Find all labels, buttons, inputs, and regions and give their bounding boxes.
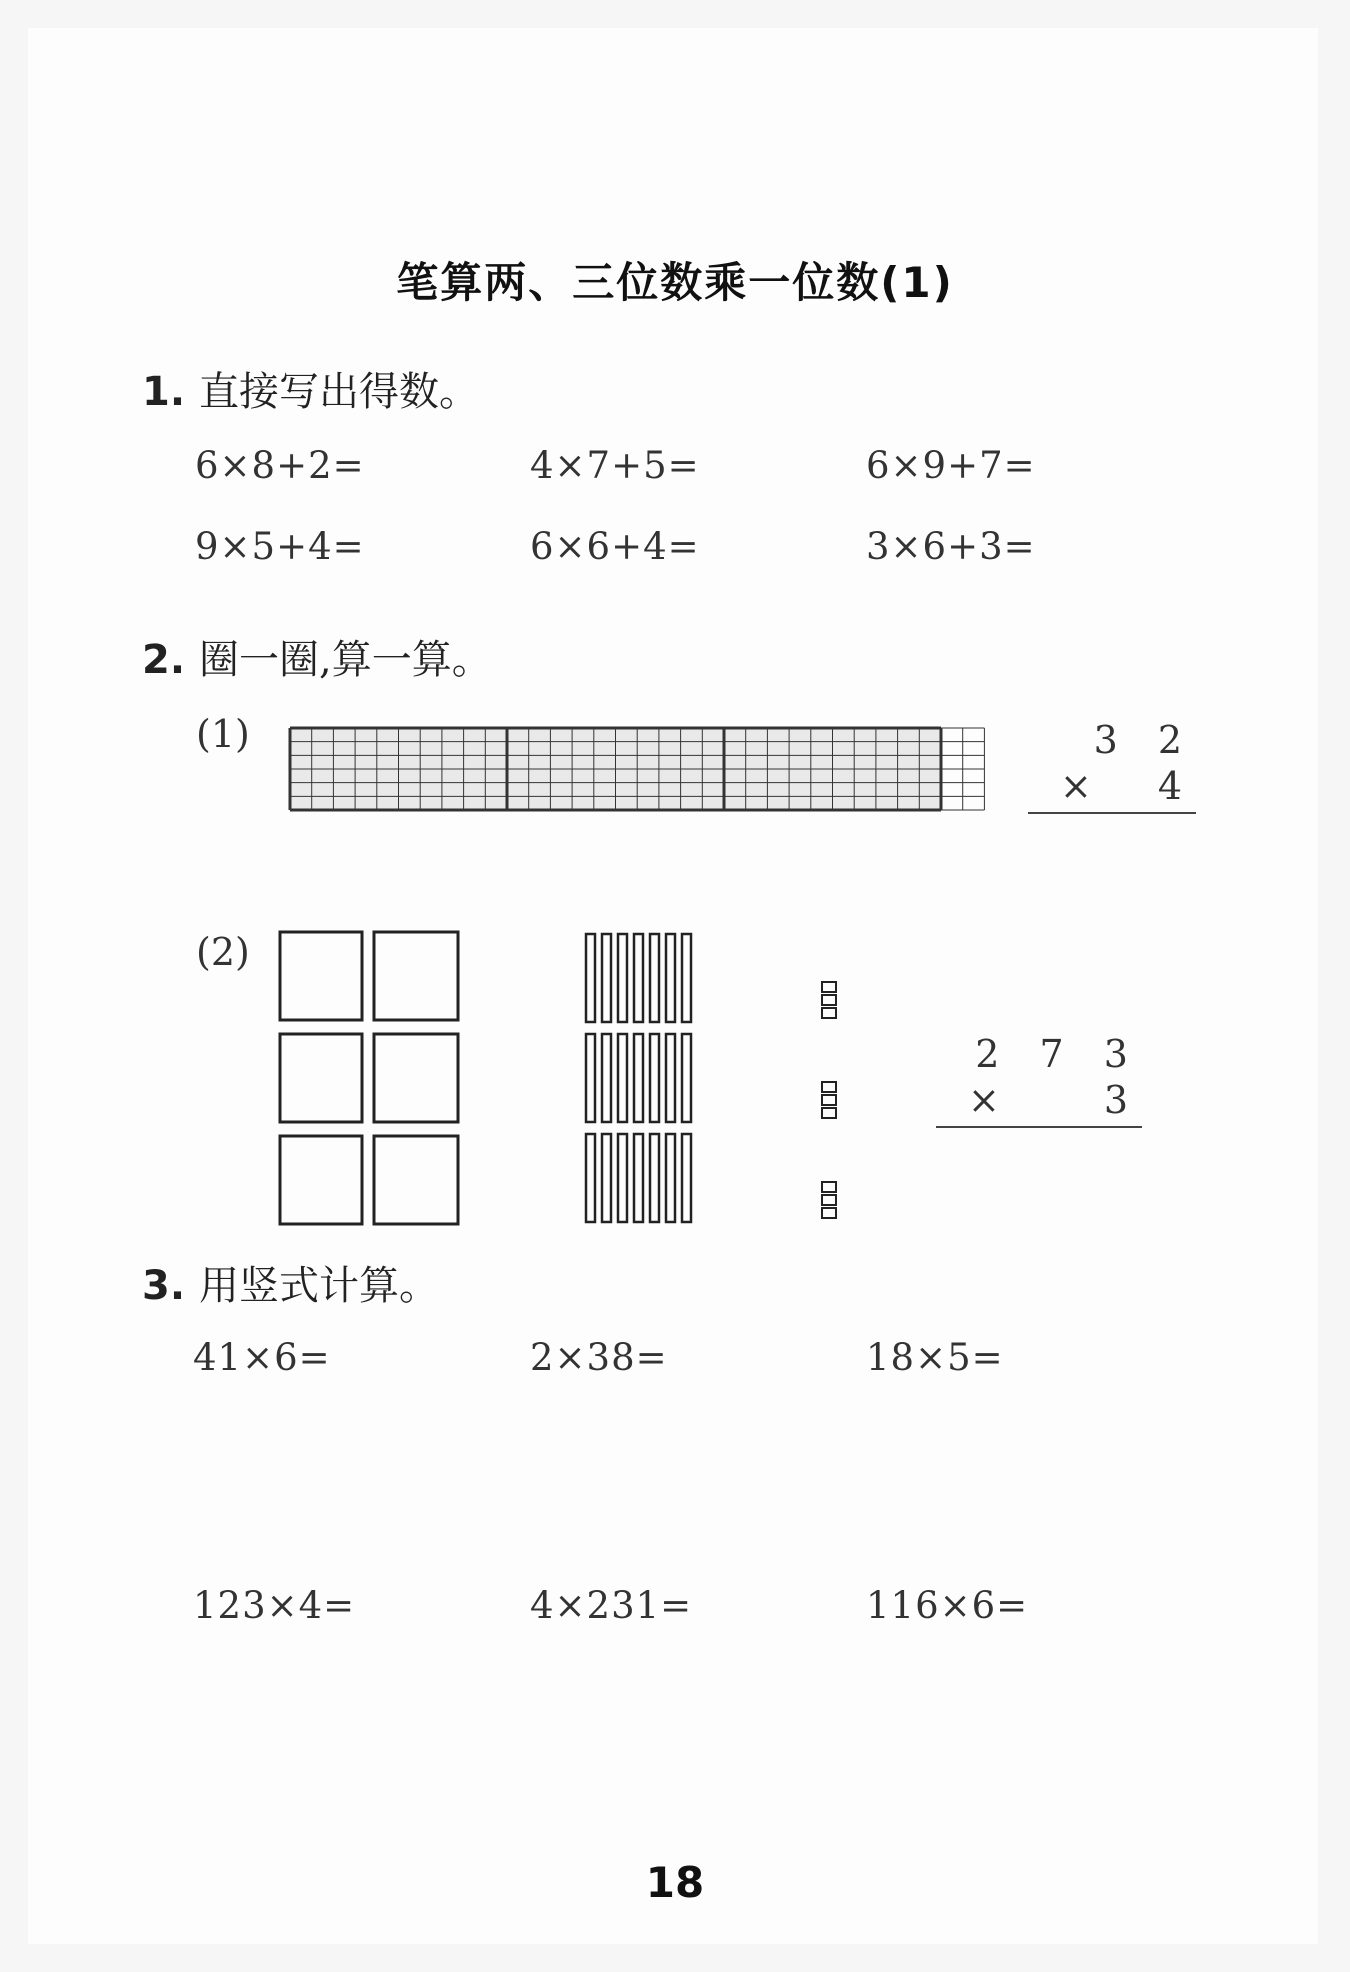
q3-instruction: 用竖式计算。 bbox=[199, 1263, 440, 1309]
tens-stick bbox=[586, 934, 595, 1022]
unit-square bbox=[822, 995, 836, 1005]
unit-square bbox=[822, 1195, 836, 1205]
q1-expression: 6×8+2= bbox=[195, 444, 365, 487]
unit-square bbox=[822, 1182, 836, 1192]
hundreds-squares bbox=[278, 930, 462, 1226]
q1-expression: 9×5+4= bbox=[195, 525, 365, 568]
answer-line bbox=[1028, 812, 1196, 814]
vertical-multiplication-2 bbox=[936, 1032, 1142, 1128]
tens-stick bbox=[586, 1034, 595, 1122]
q2-part1-label: (1) bbox=[196, 712, 250, 756]
stick-groups bbox=[586, 934, 691, 1222]
tens-stick bbox=[634, 1134, 643, 1222]
tens-stick bbox=[682, 1134, 691, 1222]
tens-stick bbox=[650, 934, 659, 1022]
unit-square bbox=[822, 982, 836, 992]
q3-expression: 41×6= bbox=[193, 1336, 331, 1379]
unit-square bbox=[822, 1208, 836, 1218]
tens-stick bbox=[618, 1034, 627, 1122]
q3-expression: 18×5= bbox=[866, 1336, 1004, 1379]
tens-stick bbox=[650, 1034, 659, 1122]
q1-number: 1. bbox=[142, 369, 186, 415]
unit-groups bbox=[822, 982, 836, 1218]
q3-expression: 4×231= bbox=[530, 1584, 693, 1627]
q3-expression: 123×4= bbox=[193, 1584, 356, 1627]
multiplicand: 3 2 bbox=[1093, 718, 1196, 762]
tens-stick bbox=[602, 1134, 611, 1222]
tens-stick bbox=[666, 934, 675, 1022]
times-sign: × bbox=[968, 1078, 1000, 1122]
page-title: 笔算两、三位数乘一位数(1) bbox=[396, 258, 954, 307]
tens-stick bbox=[666, 1034, 675, 1122]
q2-number: 2. bbox=[142, 637, 186, 683]
tens-sticks bbox=[584, 932, 700, 1228]
answer-line bbox=[936, 1126, 1142, 1128]
times-sign: × bbox=[1060, 764, 1092, 808]
q1-expression: 6×6+4= bbox=[530, 525, 700, 568]
tens-stick bbox=[586, 1134, 595, 1222]
multiplicand: 2 7 3 bbox=[975, 1032, 1142, 1076]
q1-expression: 3×6+3= bbox=[866, 525, 1036, 568]
unit-square bbox=[822, 1095, 836, 1105]
q3-expression: 2×38= bbox=[530, 1336, 668, 1379]
q2-instruction: 圈一圈,算一算。 bbox=[199, 637, 492, 683]
page-number: 18 bbox=[645, 1858, 705, 1907]
vertical-multiplication-1 bbox=[1028, 718, 1196, 814]
unit-square bbox=[822, 1082, 836, 1092]
hundred-grid-strip bbox=[288, 726, 992, 812]
q3-number: 3. bbox=[142, 1263, 186, 1309]
q1-expression: 4×7+5= bbox=[530, 444, 700, 487]
tens-stick bbox=[634, 1034, 643, 1122]
tens-stick bbox=[602, 1034, 611, 1122]
q1-heading bbox=[142, 360, 479, 417]
tens-stick bbox=[634, 934, 643, 1022]
multiplier: 3 bbox=[1103, 1078, 1142, 1122]
q3-heading bbox=[142, 1254, 439, 1311]
tens-stick bbox=[682, 1034, 691, 1122]
q1-expression: 6×9+7= bbox=[866, 444, 1036, 487]
tens-stick bbox=[618, 934, 627, 1022]
ones-units bbox=[818, 980, 842, 1228]
tens-stick bbox=[650, 1134, 659, 1222]
q1-instruction: 直接写出得数。 bbox=[199, 369, 480, 415]
tens-stick bbox=[618, 1134, 627, 1222]
tens-stick bbox=[682, 934, 691, 1022]
grid-lines bbox=[290, 728, 984, 810]
unit-square bbox=[822, 1008, 836, 1018]
q2-part2-label: (2) bbox=[196, 930, 250, 974]
q2-heading bbox=[142, 628, 492, 685]
tens-stick bbox=[666, 1134, 675, 1222]
tens-stick bbox=[602, 934, 611, 1022]
multiplier: 4 bbox=[1157, 764, 1196, 808]
unit-square bbox=[822, 1108, 836, 1118]
q3-expression: 116×6= bbox=[866, 1584, 1029, 1627]
